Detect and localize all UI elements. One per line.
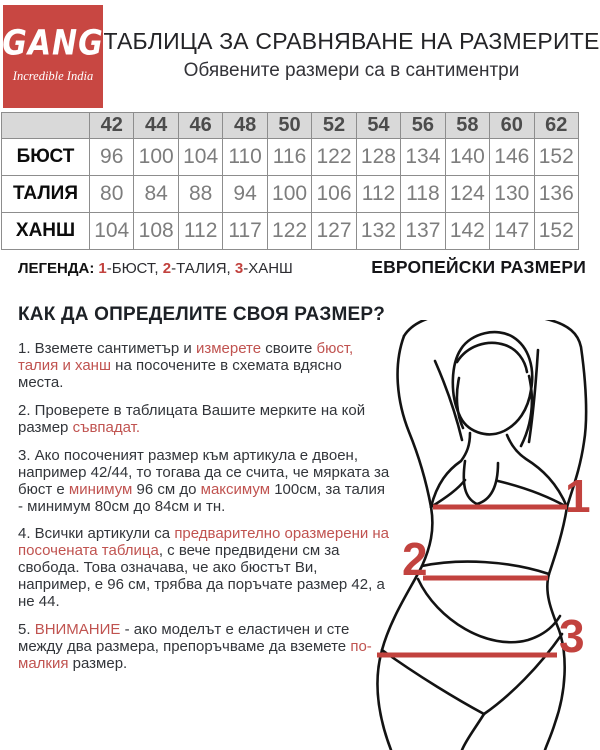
size-table-corner-cell [2,113,90,139]
steps-list [18,341,390,684]
legend-item-number: 1 [98,260,107,277]
legend-items [98,260,292,277]
step-text: 5. [18,621,35,639]
size-value-cell: 134 [401,139,445,176]
size-header-cell: 48 [223,113,267,139]
step-item [18,526,390,611]
size-table-header [2,113,579,139]
size-value-cell: 117 [223,213,267,250]
head-outline [453,332,532,434]
step-highlight-text: предварително оразмерени на посочената таблица [18,525,390,560]
size-value-cell: 136 [534,176,578,213]
size-header-cell: 52 [312,113,356,139]
step-item [18,341,390,392]
size-header-cell: 54 [356,113,400,139]
size-value-cell: 116 [267,139,311,176]
left-arm-outline [398,336,431,507]
size-table-row [2,176,579,213]
brand-name: GANG [2,23,104,64]
step-text: 4. Всички артикули са [18,525,175,543]
size-header-cell: 62 [534,113,578,139]
size-table-row [2,213,579,250]
bra-outline [464,461,498,504]
size-value-cell: 146 [490,139,534,176]
size-value-cell: 142 [445,213,489,250]
size-header-cell: 58 [445,113,489,139]
step-text: 2. Проверете в таблицата Вашите мерките на кой размер [18,401,366,436]
page-subtitle: Обявените размери са в сантиментри [183,60,520,81]
size-value-cell: 152 [534,139,578,176]
waist-line [423,576,548,581]
size-header-cell: 42 [90,113,134,139]
size-value-cell: 106 [312,176,356,213]
step-highlight-text: измерете [195,340,262,357]
size-table [1,112,579,250]
size-value-cell: 96 [90,139,134,176]
step-highlight-text: бюст, талия и ханш [18,340,354,374]
step-item [18,622,390,673]
step-highlight-text: ВНИМАНИЕ [34,621,121,639]
size-value-cell: 140 [445,139,489,176]
step-text: 96 см до [132,480,201,498]
size-value-cell: 88 [178,176,222,213]
legend [18,260,293,277]
woman-figure-illustration [358,320,600,750]
belly-curve [418,579,560,642]
size-value-cell: 152 [534,213,578,250]
legend-item-text: -БЮСТ, [106,260,163,277]
row-label: БЮСТ [2,139,90,176]
right-shoulder-line [507,435,567,507]
waistband-line [422,562,549,574]
size-value-cell: 112 [356,176,400,213]
step-text: на посочените в схемата вдясно места. [18,356,342,391]
step-text: 3. Ако посоченият размер към артикула е двоен, например 42/44, то тогава да се счита, че мярката за бюст е [18,446,390,498]
size-value-cell: 147 [490,213,534,250]
european-sizes-label: ЕВРОПЕЙСКИ РАЗМЕРИ [371,257,586,277]
brand-tagline: Incredible India [12,69,94,83]
legend-item [163,260,235,277]
bust-marker-label: 1 [565,470,591,522]
size-value-cell: 128 [356,139,400,176]
right-chest-line [498,481,567,507]
size-value-cell: 80 [90,176,134,213]
size-value-cell: 118 [401,176,445,213]
step-text: - ако моделът е еластичен и сте между два размера, препоръчваме да вземете [18,621,351,656]
size-value-cell: 112 [178,213,222,250]
size-value-cell: 94 [223,176,267,213]
size-value-cell: 132 [356,213,400,250]
size-header-row [2,113,579,139]
step-item [18,448,390,516]
step-item [18,403,390,437]
size-value-cell: 100 [134,139,178,176]
legend-row [18,257,586,278]
step-text: , с вече предвидени см за свобода. Това означава, че ако бюстът Ви, например, е 96 см, трябва да поръчате размер 42, а не 44. [18,542,385,611]
size-value-cell: 124 [445,176,489,213]
row-label: ХАНШ [2,213,90,250]
size-header-cell: 50 [267,113,311,139]
hip-line [377,653,557,658]
brand-logo [3,5,103,108]
legend-item-number: 3 [234,260,244,277]
page-title: ТАБЛИЦА ЗА СРАВНЯВАНЕ НА РАЗМЕРИТЕ [103,28,600,54]
size-value-cell: 130 [490,176,534,213]
legend-item [235,260,293,277]
size-value-cell: 127 [312,213,356,250]
step-text: 1. Вземете сантиметър и [18,340,196,357]
step-highlight-text: по-малкия [18,638,372,672]
legend-item-text: -ХАНШ [243,260,293,277]
left-hip-crease [382,650,484,714]
legend-label: ЛЕГЕНДА: [18,260,95,277]
size-value-cell: 110 [223,139,267,176]
bust-line [433,505,567,510]
right-panty-line [484,634,562,714]
waist-marker-label: 2 [402,533,428,585]
size-header-cell: 56 [401,113,445,139]
step-text: 100см, за талия - минимум 80см до 84см и тн. [18,480,386,515]
header-titles [103,28,600,82]
size-value-cell: 137 [401,213,445,250]
legend-item-number: 2 [162,260,172,277]
size-value-cell: 104 [178,139,222,176]
size-table-row [2,139,579,176]
size-value-cell: 108 [134,213,178,250]
inner-leg-line [462,714,484,750]
size-header-cell: 44 [134,113,178,139]
step-text: своите [261,340,317,357]
size-value-cell: 100 [267,176,311,213]
size-value-cell: 104 [90,213,134,250]
size-value-cell: 122 [312,139,356,176]
legend-item-text: -ТАЛИЯ, [171,260,235,277]
row-label: ТАЛИЯ [2,176,90,213]
step-highlight-text: максимум [200,480,271,498]
size-header-cell: 46 [178,113,222,139]
size-table-body [2,139,579,250]
size-header-cell: 60 [490,113,534,139]
step-highlight-text: минимум [68,480,133,498]
legend-item [98,260,162,277]
size-value-cell: 84 [134,176,178,213]
size-value-cell: 122 [267,213,311,250]
hip-marker-label: 3 [559,610,585,662]
step-text: размер. [68,655,128,672]
how-to-heading: КАК ДА ОПРЕДЕЛИТЕ СВОЯ РАЗМЕР? [18,304,386,325]
step-highlight-text: съвпадат. [72,418,141,436]
measurement-figure [358,320,600,750]
